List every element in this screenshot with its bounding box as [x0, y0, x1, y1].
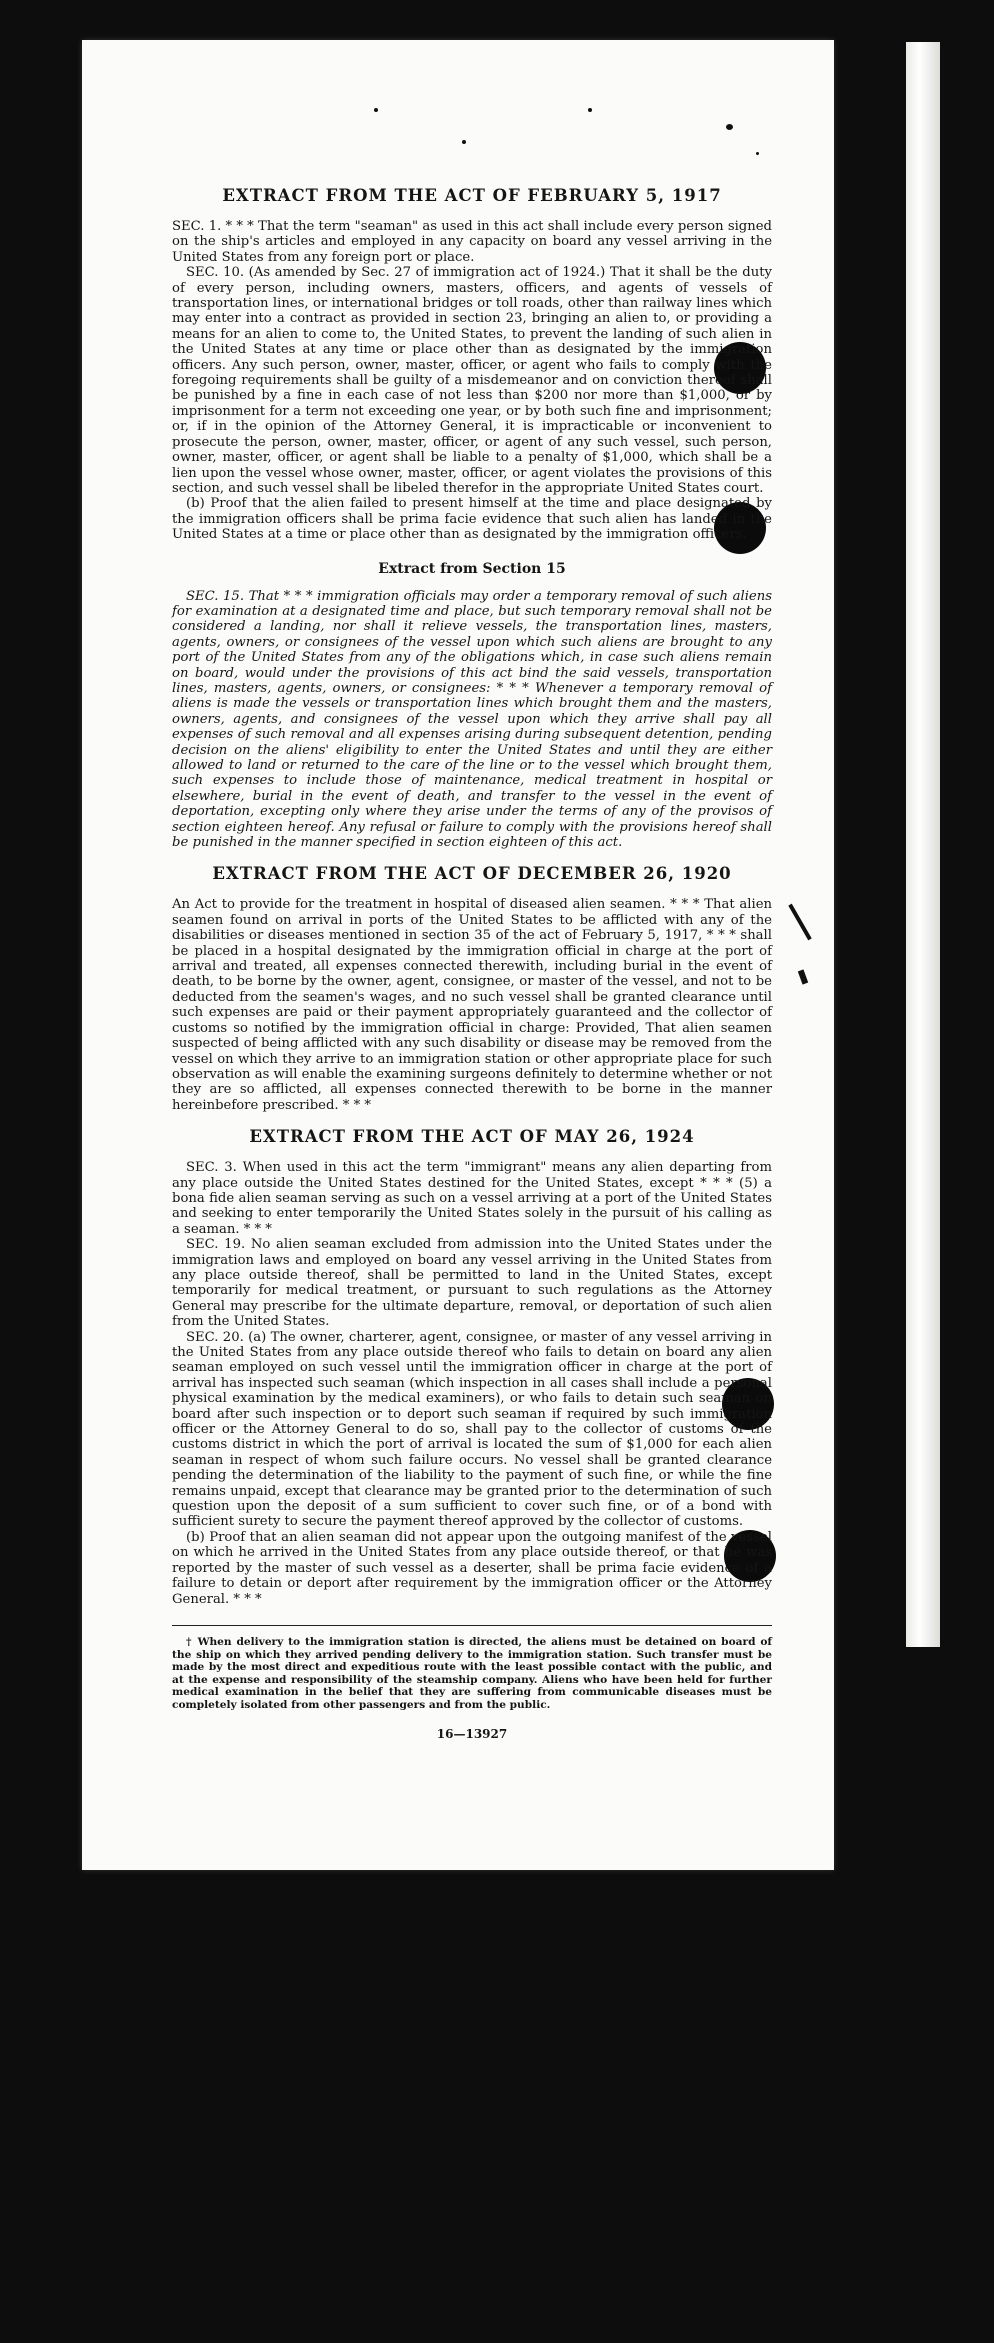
section-heading-1920: EXTRACT FROM THE ACT OF DECEMBER 26, 1920: [212, 864, 732, 884]
scan-speck: [374, 108, 378, 112]
section-heading-1924: EXTRACT FROM THE ACT OF MAY 26, 1924: [249, 1127, 695, 1147]
paragraph-act-1920: An Act to provide for the treatment in hospital of diseased alien seamen. * * * That alien seamen found on arrival in ports of the United States to be afflicted with any of the disabilities or diseases mentioned in section 35 of the act of February 5, 1917, * * * shall be placed in a hospital designated by the immigration official in charge at the port of arrival and treated, all expenses connected therewith, including burial in the event of death, to be borne by the owner, agent, consignee, or master of the vessel, and not to be deducted from the seamen's wages, and no such vessel shall be granted clearance until such expenses are paid or their payment appropriately guaranteed and the collector of customs so notified by the immigration official in charge: Provided, That alien seamen suspected of being afflicted with any such disability or disease may be removed from the vessel on which they arrive to an immigration station or other appropriate place for such observation as will enable the examining surgeons definitely to determine whether or not they are so afflicted, all expenses connected therewith to be borne in the manner hereinbefore prescribed. * * *: [172, 897, 772, 1113]
scan-speck: [462, 140, 466, 144]
paragraph-sec-10b: (b) Proof that the alien failed to present himself at the time and place designated by the immigration officers shall be prima facie evidence that such alien has landed in the United States at a time or place other than as designated by the immigration officers.: [172, 496, 772, 543]
scan-scratch: [798, 969, 808, 984]
paragraph-sec-20b: (b) Proof that an alien seaman did not appear upon the outgoing manifest of the vessel on which he arrived in the United States from any place outside thereof, or that he was reported by the master of such vessel as a deserter, shall be prima facie evidence of a failure to detain or deport after requirement by the immigration officer or the Attorney General. * * *: [172, 1529, 772, 1607]
document-page: [82, 40, 834, 1870]
footnote: † When delivery to the immigration station is directed, the aliens must be detained on board of the ship on which they arrived pending delivery to the immigration station. Such transfer must be made by the most direct and expeditious route with the least possible contact with the public, and at the expense and responsibility of the steamship company. Aliens who have been held for further medical examination in the belief that they are suffering from communicable diseases must be completely isolated from other passengers and from the public.: [172, 1635, 772, 1711]
page-number: 16—13927: [436, 1727, 508, 1742]
paragraph-sec-15: SEC. 15. That * * * immigration officials may order a temporary removal of such aliens for examination at a designated time and place, but such temporary removal shall not be considered a landing, nor shall it relieve vessels, the transportation lines, masters, agents, owners, or consignees of the vessel upon which such aliens are brought to any port of the United States from any of the obligations which, in case such aliens remain on board, would under the provisions of this act bind the said vessels, transportation lines, masters, agents, owners, or consignees: * * * Whenever a temporary removal of aliens is made the vessels or transportation lines which brought them and the masters, owners, agents, and consignees of the vessel upon which they arrive shall pay all expenses of such removal and all expenses arising during subsequent detention, pending decision on the aliens' eligibility to enter the United States and until they are either allowed to land or returned to the care of the line or to the vessel which brought them, such expenses to include those of maintenance, medical treatment in hospital or elsewhere, burial in the event of death, and transfer to the vessel in the event of deportation, excepting only where they arise under the terms of any of the provisos of section eighteen hereof. Any refusal or failure to comply with the provisions hereof shall be punished in the manner specified in section eighteen of this act.: [172, 588, 772, 851]
scan-speck: [588, 108, 592, 112]
scan-speck: [726, 124, 733, 130]
scan-speck: [756, 152, 759, 155]
paragraph-sec-3: SEC. 3. When used in this act the term "immigrant" means any alien departing from any place outside the United States destined for the United States, except * * * (5) a bona fide alien seaman serving as such on a vessel arriving at a port of the United States and seeking to enter temporarily the United States solely in the pursuit of his calling as a seaman. * * *: [172, 1160, 772, 1237]
paragraph-sec-19: SEC. 19. No alien seaman excluded from admission into the United States under the immigration laws and employed on board any vessel arriving in the United States from any place outside thereof, shall be permitted to land in the United States, except temporarily for medical treatment, or pursuant to such regulations as the Attorney General may prescribe for the ultimate departure, removal, or deportation of such alien from the United States.: [172, 1237, 772, 1330]
film-edge-strip: [906, 42, 940, 1647]
paragraph-sec-20a: SEC. 20. (a) The owner, charterer, agent, consignee, or master of any vessel arriving in the United States from any place outside thereof who fails to detain on board any alien seaman employed on such vessel until the immigration officer in charge at the port of arrival has inspected such seaman (which inspection in all cases shall include a personal physical examination by the medical examiners), or who fails to detain such seaman on board after such inspection or to deport such seaman if required by such immigration officer or the Attorney General to do so, shall pay to the collector of customs of the customs district in which the port of arrival is located the sum of $1,000 for each alien seaman in respect of whom such failure occurs. No vessel shall be granted clearance pending the determination of the liability to the payment of such fine, or while the fine remains unpaid, except that clearance may be granted prior to the determination of such question upon the deposit of a sum sufficient to cover such fine, or of a bond with sufficient surety to secure the payment thereof approved by the collector of customs.: [172, 1329, 772, 1530]
paragraph-sec-1: SEC. 1. * * * That the term "seaman" as used in this act shall include every person signed on the ship's articles and employed in any capacity on board any vessel arriving in the United States from any foreign port or place.: [172, 219, 772, 265]
footnote-divider: [172, 1625, 772, 1626]
section-heading-sec-15: Extract from Section 15: [378, 560, 566, 577]
document-content: [172, 186, 772, 1741]
paragraph-sec-10: SEC. 10. (As amended by Sec. 27 of immigration act of 1924.) That it shall be the duty of every person, including owners, masters, officers, and agents of vessels of transportation lines, or international bridges or toll roads, other than railway lines which may enter into a contract as provided in section 23, bringing an alien to, or providing a means for an alien to come to, the United States, to prevent the landing of such alien in the United States at any time or place other than as designated by the immigration officers. Any such person, owner, master, officer, or agent who fails to comply with the foregoing requirements shall be guilty of a misdemeanor and on conviction thereof shall be punished by a fine in each case of not less than $200 nor more than $1,000, or by imprisonment for a term not exceeding one year, or by both such fine and imprisonment; or, if in the opinion of the Attorney General, it is impracticable or inconvenient to prosecute the person, owner, master, officer, or agent of any such vessel, such person, owner, master, officer, or agent shall be liable to a penalty of $1,000, which shall be a lien upon the vessel whose owner, master, officer, or agent violates the provisions of this section, and such vessel shall be libeled therefor in the appropriate United States court.: [172, 265, 772, 496]
section-heading-1917: EXTRACT FROM THE ACT OF FEBRUARY 5, 1917: [222, 186, 722, 205]
scan-scratch: [788, 904, 811, 941]
